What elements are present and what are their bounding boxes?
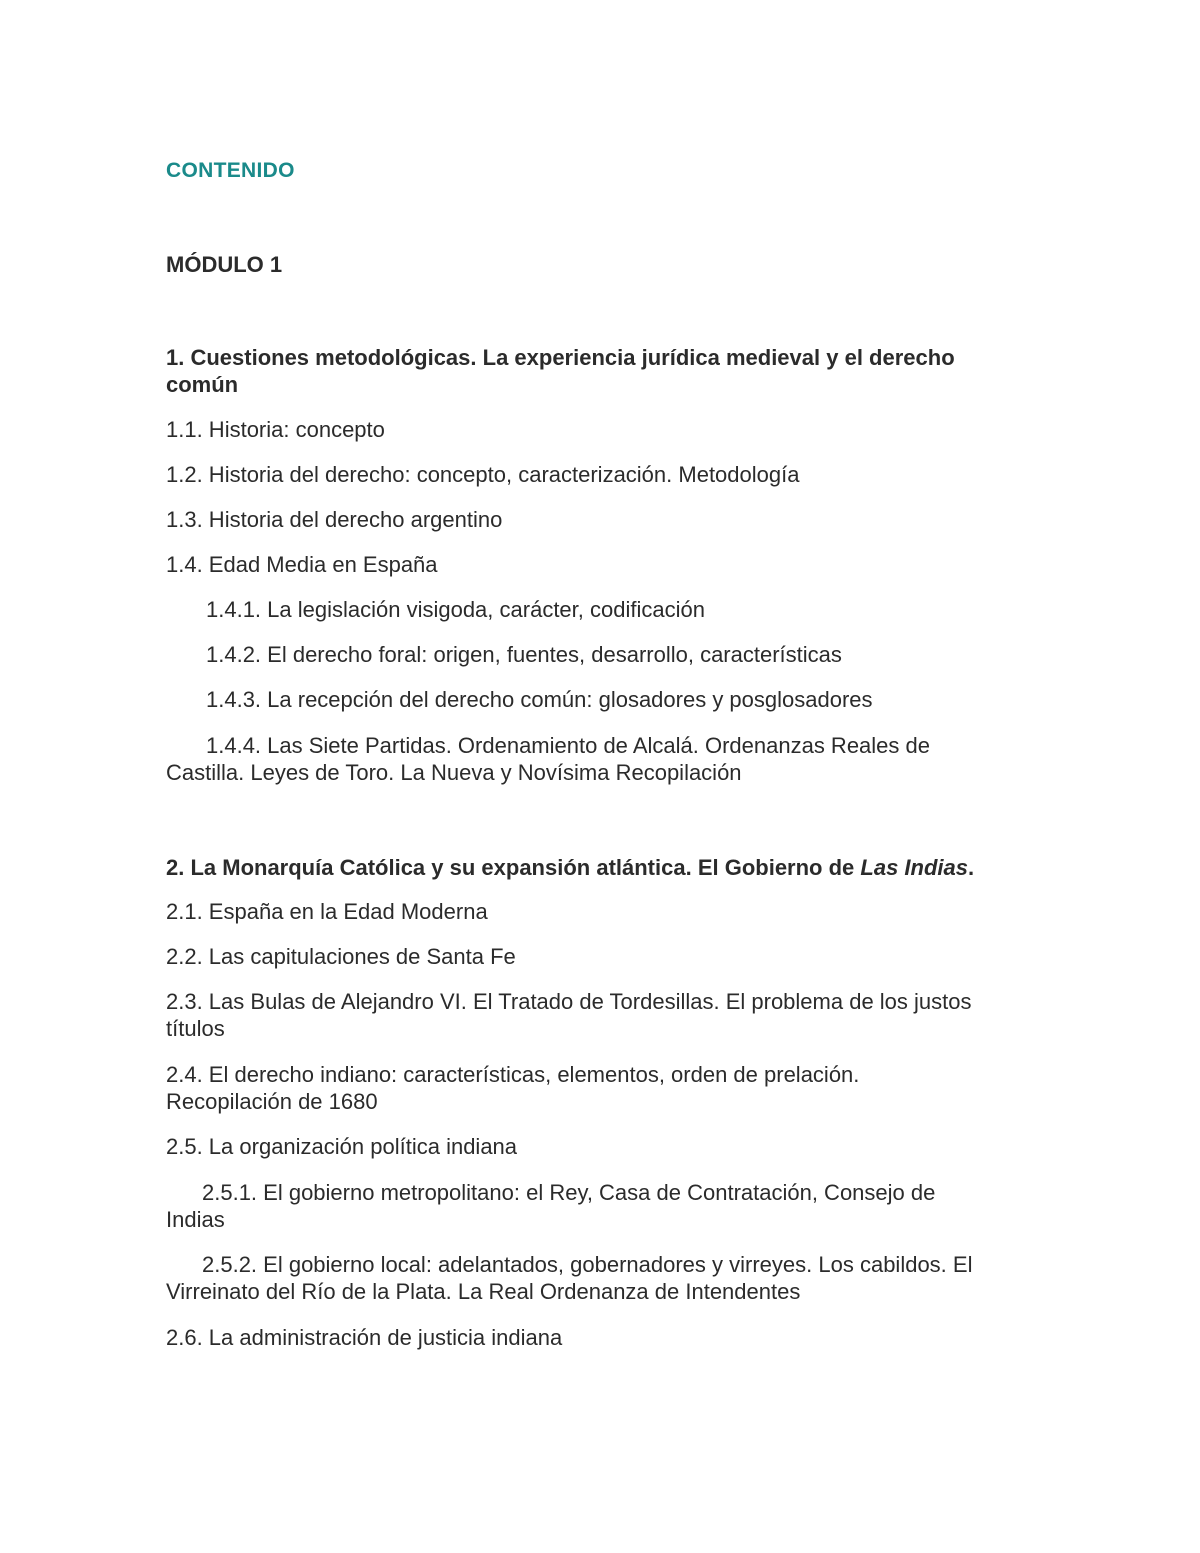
- item-1-4-1: 1.4.1. La legislación visigoda, carácter, codificación: [206, 597, 705, 622]
- item-1-3: 1.3. Historia del derecho argentino: [166, 507, 503, 532]
- section-2-title: [166, 854, 1046, 881]
- item-2-4: 2.4. El derecho indiano: características, elementos, orden de prelación. Recopilación de 1680: [166, 1062, 860, 1114]
- section-2-title-prefix: 2. La Monarquía Católica y su expansión atlántica. El Gobierno de: [166, 855, 861, 880]
- section-2-title-suffix: .: [967, 855, 975, 880]
- item-2-6: 2.6. La administración de justicia indiana: [166, 1325, 563, 1350]
- item-1-2: 1.2. Historia del derecho: concepto, caracterización. Metodología: [166, 462, 800, 487]
- section-1-title: 1. Cuestiones metodológicas. La experiencia jurídica medieval y el derecho común: [166, 345, 955, 397]
- item-1-4-4: 1.4.4. Las Siete Partidas. Ordenamiento de Alcalá. Ordenanzas Reales de Castilla. Leyes de Toro. La Nueva y Novísima Recopilación: [166, 733, 930, 785]
- item-2-5-1: 2.5.1. El gobierno metropolitano: el Rey, Casa de Contratación, Consejo de Indias: [166, 1180, 936, 1232]
- section-2-title-italic: Las Indias: [860, 855, 968, 880]
- contents-heading: CONTENIDO: [166, 159, 295, 182]
- item-2-5: 2.5. La organización política indiana: [166, 1134, 518, 1159]
- item-1-4-3: 1.4.3. La recepción del derecho común: glosadores y posglosadores: [206, 687, 873, 712]
- item-2-5-2: 2.5.2. El gobierno local: adelantados, gobernadores y virreyes. Los cabildos. El Virreinato del Río de la Plata. La Real Ordenanza de Intendentes: [166, 1252, 973, 1304]
- item-2-1: 2.1. España en la Edad Moderna: [166, 899, 488, 924]
- item-1-1: 1.1. Historia: concepto: [166, 417, 385, 442]
- item-1-4-2: 1.4.2. El derecho foral: origen, fuentes, desarrollo, características: [206, 642, 842, 667]
- item-2-3: 2.3. Las Bulas de Alejandro VI. El Tratado de Tordesillas. El problema de los justos títulos: [166, 989, 972, 1041]
- module-title: MÓDULO 1: [166, 252, 283, 277]
- item-2-2: 2.2. Las capitulaciones de Santa Fe: [166, 944, 516, 969]
- item-1-4: 1.4. Edad Media en España: [166, 552, 438, 577]
